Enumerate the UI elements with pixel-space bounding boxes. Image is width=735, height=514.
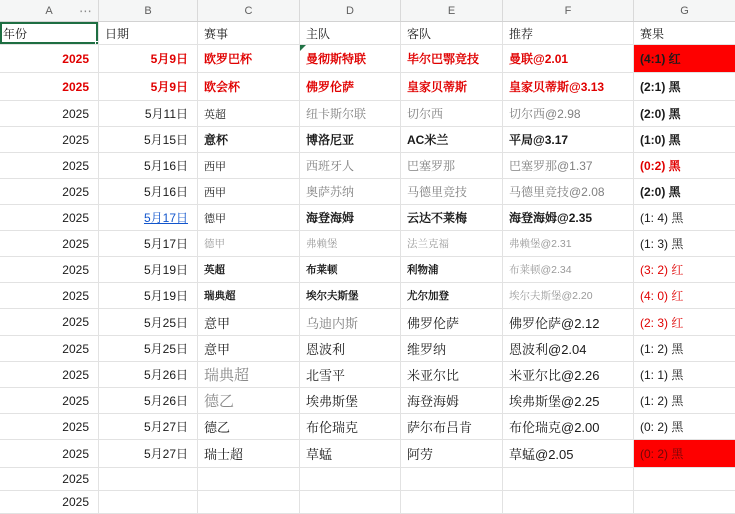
column-header-F[interactable]: F bbox=[503, 0, 634, 21]
column-header-A[interactable]: A ⋯ bbox=[0, 0, 99, 21]
cell-B10[interactable]: 5月19日 bbox=[99, 257, 198, 283]
cell-A14[interactable]: 2025 bbox=[0, 362, 99, 388]
cell-C12[interactable]: 意甲 bbox=[198, 309, 300, 336]
cell-G16[interactable]: (0: 2) 黑 bbox=[634, 414, 735, 440]
cell-A9[interactable]: 2025 bbox=[0, 231, 99, 257]
cell-E15[interactable]: 海登海姆 bbox=[401, 388, 503, 414]
table-row bbox=[0, 153, 735, 179]
table-row bbox=[0, 283, 735, 309]
cell-B17[interactable]: 5月27日 bbox=[99, 440, 198, 468]
cell-C3[interactable]: 欧会杯 bbox=[198, 73, 300, 101]
cell-A1[interactable] bbox=[0, 22, 99, 45]
cell-G18[interactable] bbox=[634, 468, 735, 491]
cell-B16[interactable]: 5月27日 bbox=[99, 414, 198, 440]
table-row bbox=[0, 309, 735, 336]
cell-F12[interactable]: 佛罗伦萨@2.12 bbox=[503, 309, 634, 336]
cell-A15[interactable]: 2025 bbox=[0, 388, 99, 414]
column-options-icon[interactable]: ⋯ bbox=[79, 3, 93, 18]
cell-G8[interactable]: (1: 4) 黑 bbox=[634, 205, 735, 231]
cell-A19[interactable]: 2025 bbox=[0, 491, 99, 514]
cell-B2[interactable]: 5月9日 bbox=[99, 45, 198, 73]
cell-F7[interactable]: 马德里竞技@2.08 bbox=[503, 179, 634, 205]
cell-B13[interactable]: 5月25日 bbox=[99, 336, 198, 362]
cell-B11[interactable]: 5月19日 bbox=[99, 283, 198, 309]
cell-A2[interactable]: 2025 bbox=[0, 45, 99, 73]
cell-B3[interactable]: 5月9日 bbox=[99, 73, 198, 101]
cell-A17[interactable]: 2025 bbox=[0, 440, 99, 468]
cell-C19[interactable] bbox=[198, 491, 300, 514]
cell-E19[interactable] bbox=[401, 491, 503, 514]
cell-E7[interactable]: 马德里竞技 bbox=[401, 179, 503, 205]
cell-D16[interactable]: 布伦瑞克 bbox=[300, 414, 401, 440]
cell-E17[interactable]: 阿劳 bbox=[401, 440, 503, 468]
cell-B5[interactable]: 5月15日 bbox=[99, 127, 198, 153]
table-row bbox=[0, 440, 735, 468]
cell-F9[interactable]: 弗赖堡@2.31 bbox=[503, 231, 634, 257]
cell-C1[interactable] bbox=[198, 22, 300, 45]
column-header-E[interactable]: E bbox=[401, 0, 503, 21]
year-header-label: 年份 bbox=[3, 26, 28, 41]
cell-G5[interactable]: (1:0) 黑 bbox=[634, 127, 735, 153]
cell-E10[interactable]: 利物浦 bbox=[401, 257, 503, 283]
cell-C16[interactable]: 德乙 bbox=[198, 414, 300, 440]
cell-A4[interactable]: 2025 bbox=[0, 101, 99, 127]
cell-G11[interactable]: (4: 0) 红 bbox=[634, 283, 735, 309]
cell-C17[interactable]: 瑞士超 bbox=[198, 440, 300, 468]
cell-D14[interactable]: 北雪平 bbox=[300, 362, 401, 388]
cell-D13[interactable]: 恩波利 bbox=[300, 336, 401, 362]
cell-B6[interactable]: 5月16日 bbox=[99, 153, 198, 179]
table-row bbox=[0, 231, 735, 257]
cell-C8[interactable]: 德甲 bbox=[198, 205, 300, 231]
table-row bbox=[0, 362, 735, 388]
cell-G14[interactable]: (1: 1) 黑 bbox=[634, 362, 735, 388]
table-row bbox=[0, 179, 735, 205]
cell-D2[interactable]: 曼彻斯特联 bbox=[300, 45, 401, 73]
cell-E11[interactable]: 尤尔加登 bbox=[401, 283, 503, 309]
date-header-label: 日期 bbox=[105, 26, 130, 41]
cell-A11[interactable]: 2025 bbox=[0, 283, 99, 309]
table-row bbox=[0, 205, 735, 231]
cell-E6[interactable]: 巴塞罗那 bbox=[401, 153, 503, 179]
cell-F17[interactable]: 草蜢@2.05 bbox=[503, 440, 634, 468]
cell-C14[interactable]: 瑞典超 bbox=[198, 362, 300, 388]
cell-C5[interactable]: 意杯 bbox=[198, 127, 300, 153]
cell-F11[interactable]: 埃尔夫斯堡@2.20 bbox=[503, 283, 634, 309]
cell-D5[interactable]: 博洛尼亚 bbox=[300, 127, 401, 153]
cell-G12[interactable]: (2: 3) 红 bbox=[634, 309, 735, 336]
cell-G4[interactable]: (2:0) 黑 bbox=[634, 101, 735, 127]
cell-F18[interactable] bbox=[503, 468, 634, 491]
cell-A8[interactable]: 2025 bbox=[0, 205, 99, 231]
column-header-strip bbox=[0, 0, 735, 22]
cell-E2[interactable]: 毕尔巴鄂竞技 bbox=[401, 45, 503, 73]
cell-E1[interactable] bbox=[401, 22, 503, 45]
cell-G19[interactable] bbox=[634, 491, 735, 514]
cell-E3[interactable]: 皇家贝蒂斯 bbox=[401, 73, 503, 101]
sheet-grid bbox=[0, 45, 735, 514]
cell-F10[interactable]: 布莱顿@2.34 bbox=[503, 257, 634, 283]
cell-D7[interactable]: 奥萨苏纳 bbox=[300, 179, 401, 205]
cell-F3[interactable]: 皇家贝蒂斯@3.13 bbox=[503, 73, 634, 101]
cell-D19[interactable] bbox=[300, 491, 401, 514]
cell-C13[interactable]: 意甲 bbox=[198, 336, 300, 362]
column-header-C[interactable]: C bbox=[198, 0, 300, 21]
cell-G15[interactable]: (1: 2) 黑 bbox=[634, 388, 735, 414]
cell-D12[interactable]: 乌迪内斯 bbox=[300, 309, 401, 336]
cell-D10[interactable]: 布莱顿 bbox=[300, 257, 401, 283]
cell-D8[interactable]: 海登海姆 bbox=[300, 205, 401, 231]
competition-header-label: 赛事 bbox=[204, 26, 229, 41]
cell-G7[interactable]: (2:0) 黑 bbox=[634, 179, 735, 205]
cell-C9[interactable]: 德甲 bbox=[198, 231, 300, 257]
cell-D6[interactable]: 西班牙人 bbox=[300, 153, 401, 179]
cell-B7[interactable]: 5月16日 bbox=[99, 179, 198, 205]
cell-D18[interactable] bbox=[300, 468, 401, 491]
cell-F14[interactable]: 米亚尔比@2.26 bbox=[503, 362, 634, 388]
home-header-label: 主队 bbox=[306, 26, 331, 41]
cell-B15[interactable]: 5月26日 bbox=[99, 388, 198, 414]
cell-F6[interactable]: 巴塞罗那@1.37 bbox=[503, 153, 634, 179]
cell-F1[interactable] bbox=[503, 22, 634, 45]
away-header-label: 客队 bbox=[407, 26, 432, 41]
cell-F16[interactable]: 布伦瑞克@2.00 bbox=[503, 414, 634, 440]
cell-F5[interactable]: 平局@3.17 bbox=[503, 127, 634, 153]
table-row bbox=[0, 257, 735, 283]
cell-D15[interactable]: 埃弗斯堡 bbox=[300, 388, 401, 414]
cell-A16[interactable]: 2025 bbox=[0, 414, 99, 440]
cell-D1[interactable] bbox=[300, 22, 401, 45]
table-row bbox=[0, 388, 735, 414]
table-row bbox=[0, 491, 735, 514]
field-header-row bbox=[0, 22, 735, 45]
cell-D3[interactable]: 佛罗伦萨 bbox=[300, 73, 401, 101]
result-header-label: 赛果 bbox=[640, 26, 665, 41]
cell-D9[interactable]: 弗赖堡 bbox=[300, 231, 401, 257]
cell-E18[interactable] bbox=[401, 468, 503, 491]
cell-C10[interactable]: 英超 bbox=[198, 257, 300, 283]
column-header-D[interactable]: D bbox=[300, 0, 401, 21]
cell-B4[interactable]: 5月11日 bbox=[99, 101, 198, 127]
cell-G13[interactable]: (1: 2) 黑 bbox=[634, 336, 735, 362]
cell-B19[interactable] bbox=[99, 491, 198, 514]
table-row bbox=[0, 45, 735, 73]
cell-B9[interactable]: 5月17日 bbox=[99, 231, 198, 257]
tip-header-label: 推荐 bbox=[509, 26, 534, 41]
table-row bbox=[0, 127, 735, 153]
cell-A18[interactable]: 2025 bbox=[0, 468, 99, 491]
cell-E16[interactable]: 萨尔布吕肯 bbox=[401, 414, 503, 440]
cell-B12[interactable]: 5月25日 bbox=[99, 309, 198, 336]
cell-E12[interactable]: 佛罗伦萨 bbox=[401, 309, 503, 336]
cell-C4[interactable]: 英超 bbox=[198, 101, 300, 127]
cell-B14[interactable]: 5月26日 bbox=[99, 362, 198, 388]
cell-F13[interactable]: 恩波利@2.04 bbox=[503, 336, 634, 362]
cell-A5[interactable]: 2025 bbox=[0, 127, 99, 153]
cell-C2[interactable]: 欧罗巴杯 bbox=[198, 45, 300, 73]
table-row bbox=[0, 414, 735, 440]
cell-C18[interactable] bbox=[198, 468, 300, 491]
cell-F15[interactable]: 埃弗斯堡@2.25 bbox=[503, 388, 634, 414]
cell-G10[interactable]: (3: 2) 红 bbox=[634, 257, 735, 283]
cell-F19[interactable] bbox=[503, 491, 634, 514]
cell-G17[interactable]: (0: 2) 黑 bbox=[634, 440, 735, 468]
cell-C11[interactable]: 瑞典超 bbox=[198, 283, 300, 309]
cell-D4[interactable]: 纽卡斯尔联 bbox=[300, 101, 401, 127]
cell-D11[interactable]: 埃尔夫斯堡 bbox=[300, 283, 401, 309]
cell-E14[interactable]: 米亚尔比 bbox=[401, 362, 503, 388]
cell-A12[interactable]: 2025 bbox=[0, 309, 99, 336]
cell-C6[interactable]: 西甲 bbox=[198, 153, 300, 179]
cell-E13[interactable]: 维罗纳 bbox=[401, 336, 503, 362]
table-row bbox=[0, 336, 735, 362]
cell-G6[interactable]: (0:2) 黑 bbox=[634, 153, 735, 179]
cell-F8[interactable]: 海登海姆@2.35 bbox=[503, 205, 634, 231]
cell-A7[interactable]: 2025 bbox=[0, 179, 99, 205]
cell-A13[interactable]: 2025 bbox=[0, 336, 99, 362]
column-header-B[interactable]: B bbox=[99, 0, 198, 21]
cell-B8[interactable]: 5月17日 bbox=[99, 205, 198, 231]
cell-E4[interactable]: 切尔西 bbox=[401, 101, 503, 127]
cell-C7[interactable]: 西甲 bbox=[198, 179, 300, 205]
cell-A6[interactable]: 2025 bbox=[0, 153, 99, 179]
cell-A10[interactable]: 2025 bbox=[0, 257, 99, 283]
cell-G3[interactable]: (2:1) 黑 bbox=[634, 73, 735, 101]
table-row bbox=[0, 468, 735, 491]
cell-A3[interactable]: 2025 bbox=[0, 73, 99, 101]
column-header-G[interactable]: G bbox=[680, 4, 689, 17]
table-row bbox=[0, 73, 735, 101]
cell-E9[interactable]: 法兰克福 bbox=[401, 231, 503, 257]
cell-G2[interactable]: (4:1) 红 bbox=[634, 45, 735, 73]
cell-F2[interactable]: 曼联@2.01 bbox=[503, 45, 634, 73]
table-row bbox=[0, 101, 735, 127]
cell-B1[interactable] bbox=[99, 22, 198, 45]
cell-G1[interactable] bbox=[634, 22, 735, 45]
cell-F4[interactable]: 切尔西@2.98 bbox=[503, 101, 634, 127]
cell-E8[interactable]: 云达不莱梅 bbox=[401, 205, 503, 231]
cell-G9[interactable]: (1: 3) 黑 bbox=[634, 231, 735, 257]
cell-E5[interactable]: AC米兰 bbox=[401, 127, 503, 153]
cell-D17[interactable]: 草蜢 bbox=[300, 440, 401, 468]
cell-C15[interactable]: 德乙 bbox=[198, 388, 300, 414]
cell-B18[interactable] bbox=[99, 468, 198, 491]
